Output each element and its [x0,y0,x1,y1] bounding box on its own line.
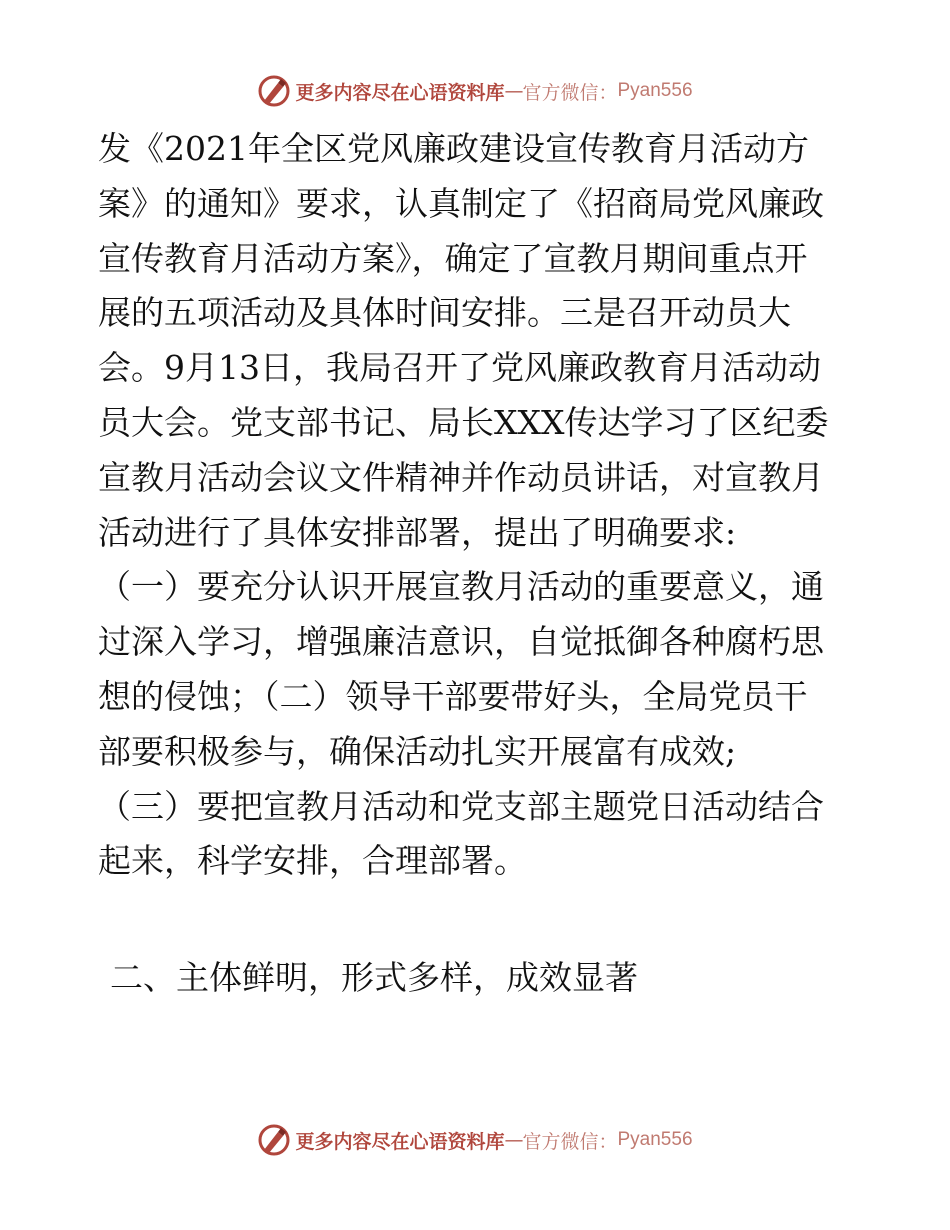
paragraph-line: 过深入学习，增强廉洁意识，自觉抵御各种腐朽思 [98,622,824,662]
paragraph-line: （三）要把宣教月活动和党支部主题党日活动结合 [98,786,824,826]
paragraph-line: 活动进行了具体安排部署，提出了明确要求: [98,512,737,552]
paragraph-line: 会。9月13日，我局召开了党风廉政教育月活动动 [98,348,821,388]
watermark-separator: — [504,1129,523,1151]
document-paragraph [98,122,850,889]
pen-logo-icon [257,74,291,108]
paragraph-line: 宣教月活动会议文件精神并作动员讲话，对宣教月 [98,457,824,497]
header-watermark [0,71,950,111]
paragraph-line: 部要积极参与，确保活动扎实开展富有成效; [98,731,737,771]
watermark-brand: 更多内容尽在心语资料库 [295,1130,505,1153]
footer-watermark [0,1120,950,1160]
watermark-brand: 更多内容尽在心语资料库 [295,81,505,104]
paragraph-line: 案》的通知》要求，认真制定了《招商局党风廉政 [98,183,824,223]
paragraph-line: 展的五项活动及具体时间安排。三是召开动员大 [98,293,791,333]
watermark-separator: — [504,80,523,102]
paragraph-line: （一）要充分认识开展宣教月活动的重要意义，通 [98,567,824,607]
section-heading: 二、主体鲜明，形式多样，成效显著 [110,958,638,997]
paragraph-line: 员大会。党支部书记、局长XXX传达学习了区纪委 [98,402,829,442]
watermark-label: 官方微信： [522,81,618,104]
pen-logo-icon [257,1123,291,1157]
watermark-label: 官方微信： [522,1130,618,1153]
watermark-handle: Pyan556 [617,1129,693,1150]
watermark-handle: Pyan556 [617,80,693,101]
paragraph-line: 起来，科学安排，合理部署。 [98,841,527,881]
paragraph-line: 想的侵蚀；（二）领导干部要带好头，全局党员干 [98,676,808,716]
paragraph-line: 宣传教育月活动方案》，确定了宣教月期间重点开 [98,238,808,278]
paragraph-line: 发《2021年全区党风廉政建设宣传教育月活动方 [98,129,809,168]
